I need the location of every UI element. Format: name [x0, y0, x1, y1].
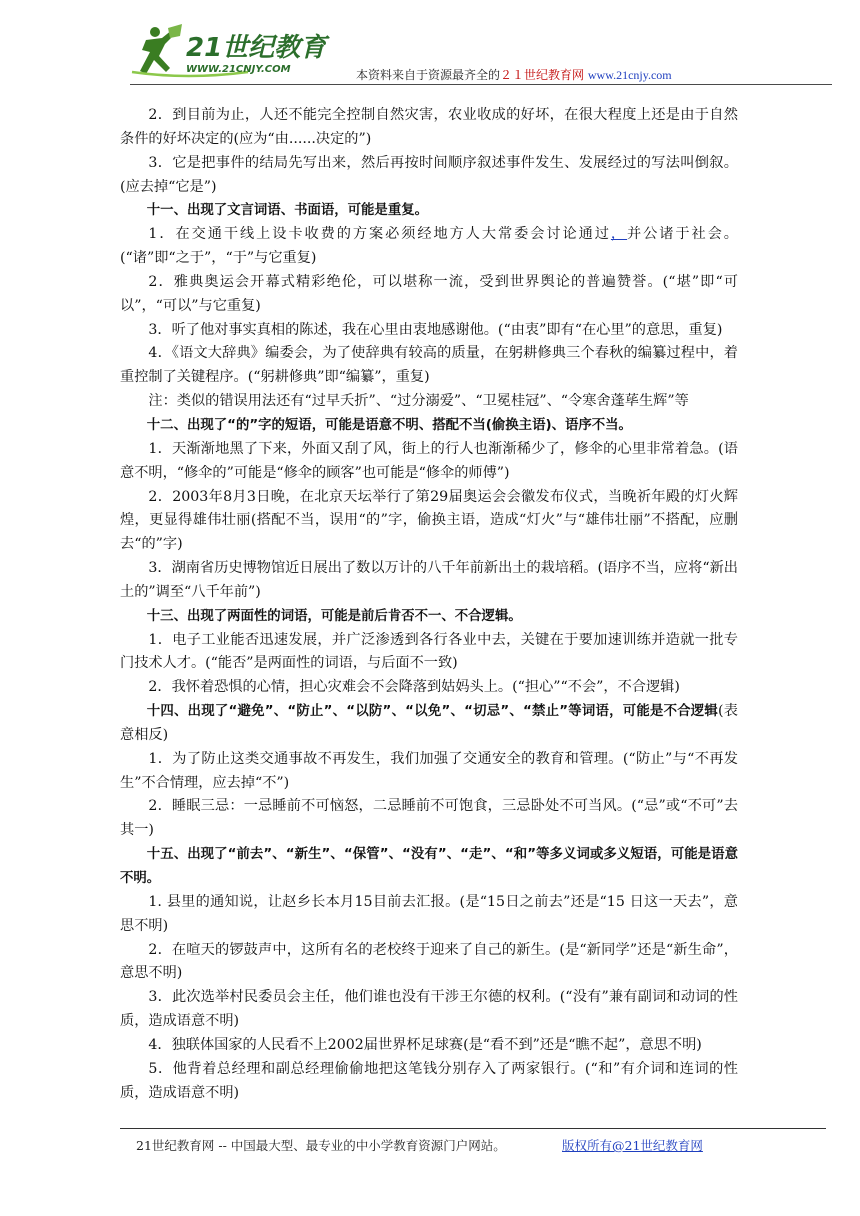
example-paragraph: 2．在喧天的锣鼓声中，这所有名的老校终于迎来了自己的新生。(是“新同学”还是“新生命”，意思不明)	[120, 941, 738, 982]
example-paragraph: 4．《语文大辞典》编委会，为了使辞典有较高的质量，在躬耕修典三个春秋的编纂过程中，着重控制了关键程序。(“躬耕修典”即“编纂”，重复)	[120, 345, 738, 386]
section-heading-note: (表意相反)	[120, 703, 738, 743]
site-logo	[128, 22, 338, 84]
example-paragraph: 2．睡眠三忌：一忌睡前不可恼怒，二忌睡前不可饱食，三忌卧处不可当风。(“忌”或“不可”去其一)	[120, 798, 738, 839]
header-divider	[130, 84, 832, 85]
example-paragraph: 3．听了他对事实真相的陈述，我在心里由衷地感谢他。(“由衷”即有“在心里”的意思，重复)	[148, 321, 723, 338]
header-note-site[interactable]: ２１世纪教育网	[500, 68, 585, 82]
example-paragraph: 2．2003年8月3日晚，在北京天坛举行了第29届奥运会会徽发布仪式，当晚祈年殿的灯火辉煌，更显得雄伟壮丽(搭配不当，误用“的”字，偷换主语，造成“灯火”与“雄伟壮丽”不搭配，应删去“的”字)	[120, 488, 738, 553]
example-paragraph: 3．它是把事件的结局先写出来，然后再按时间顺序叙述事件发生、发展经过的写法叫倒叙。(应去掉“它是”)	[120, 154, 738, 195]
footer-site-description: 21世纪教育网 -- 中国最大型、最专业的中小学教育资源门户网站。	[136, 1138, 506, 1153]
footer-divider	[120, 1128, 826, 1129]
header-source-note	[356, 66, 672, 83]
section-heading	[120, 605, 738, 629]
logo-url: WWW.21CNJY.COM	[186, 64, 291, 75]
section-heading-text: 十四、出现了“避免”、“防止”、“以防”、“以免”、“切忌”、“禁止”等词语，可能是不合逻辑	[146, 704, 719, 720]
example-paragraph: 1．天渐渐地黑了下来，外面又刮了风，街上的行人也渐渐稀少了，修伞的心里非常着急。(语意不明，“修伞的”可能是“修伞的顾客”也可能是“修伞的师傅”)	[120, 440, 738, 481]
paragraph-text: 并公诸于社会。(“诸”即“之于”，“于”与它重复)	[120, 226, 738, 267]
example-paragraph: 5．他背着总经理和副总经理偷偷地把这笔钱分别存入了两家银行。(“和”有介词和连词的性质，造成语意不明)	[120, 1060, 738, 1101]
example-paragraph: 1．电子工业能否迅速发展，并广泛渗透到各行各业中去，关键在于要加速训练并造就一批专门技术人才。(“能否”是两面性的词语，与后面不一致)	[120, 631, 738, 672]
example-paragraph	[120, 223, 738, 271]
page-header	[0, 0, 860, 90]
header-note-url[interactable]: www.21cnjy.com	[587, 68, 672, 82]
logo-title: 21世纪教育	[186, 33, 327, 63]
section-heading-text: 十三、出现了两面性的词语，可能是前后肯否不一、不合逻辑。	[146, 608, 522, 624]
section-heading-text: 十一、出现了文言词语、书面语，可能是重复。	[146, 203, 428, 219]
inline-link[interactable]: ，	[610, 226, 628, 243]
example-paragraph: 3．湖南省历史博物馆近日展出了数以万计的八千年前新出土的栽培稻。(语序不当，应将“新出土的”调至“八千年前”)	[120, 560, 738, 600]
example-paragraph: 4．独联体国家的人民看不上2002届世界杯足球赛(是“看不到”还是“瞧不起”，意思不明)	[148, 1036, 702, 1053]
example-paragraph: 2．我怀着恐惧的心情，担心灾难会不会降落到姑妈头上。(“担心”“不会”，不合逻辑)	[148, 679, 680, 696]
example-paragraph: 注：类似的错误用法还有“过早夭折”、“过分溺爱”、“卫冕桂冠”、“令寒舍蓬荜生辉”等	[148, 393, 689, 410]
example-paragraph: 3．此次选举村民委员会主任，他们谁也没有干涉王尔德的权利。(“没有”兼有副词和动词的性质，造成语意不明)	[120, 989, 738, 1030]
section-heading	[120, 843, 738, 891]
example-paragraph: 2．到目前为止，人还不能完全控制自然灾害，农业收成的好坏，在很大程度上还是由于自然条件的好坏决定的(应为“由......决定的”)	[120, 107, 738, 147]
example-paragraph: 2．雅典奥运会开幕式精彩绝伦，可以堪称一流，受到世界舆论的普遍赞誉。(“堪”即“可以”，“可以”与它重复)	[120, 273, 738, 314]
section-heading	[120, 414, 738, 438]
paragraph-text: 1．在交通干线上设卡收费的方案必须经地方人大常委会讨论通过	[148, 226, 611, 243]
document-body	[120, 104, 738, 1105]
example-paragraph: 1．为了防止这类交通事故不再发生，我们加强了交通安全的教育和管理。(“防止”与“不再发生”不合情理，应去掉“不”)	[120, 750, 738, 791]
example-paragraph: 1. 县里的通知说，让赵乡长本月15目前去汇报。(是“15日之前去”还是“15 日这一天去”，意思不明)	[120, 893, 738, 934]
header-note-prefix: 本资料来自于资源最齐全的	[356, 68, 501, 82]
section-heading	[120, 199, 738, 223]
section-heading-text: 十二、出现了“的”字的短语，可能是语意不明、搭配不当(偷换主语)、语序不当。	[146, 417, 632, 433]
footer-copyright-link[interactable]: 版权所有@21世纪教育网	[562, 1138, 703, 1153]
section-heading	[120, 700, 738, 748]
section-heading-text: 十五、出现了“前去”、“新生”、“保管”、“没有”、“走”、“和”等多义词或多义短语，可能是语意不明。	[120, 847, 738, 886]
